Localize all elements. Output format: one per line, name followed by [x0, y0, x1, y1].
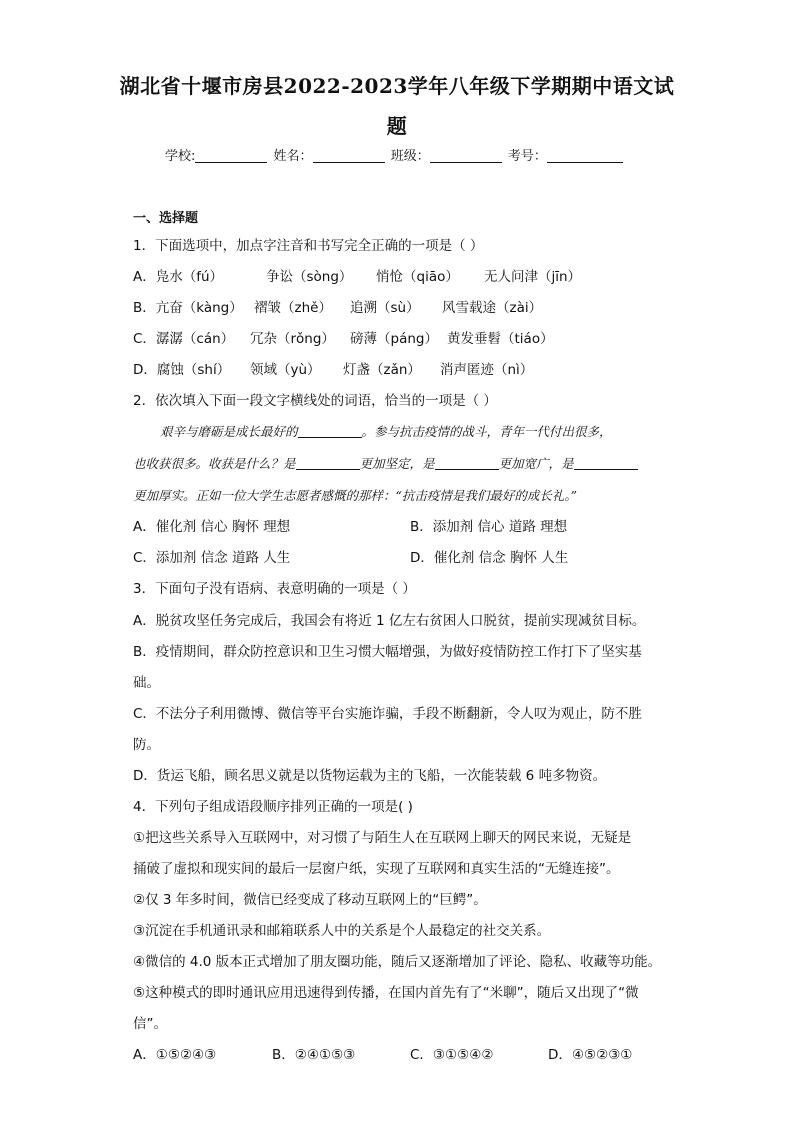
q4-sentence-5-line2: 信”。	[133, 1016, 167, 1032]
q2-blank-2	[296, 456, 360, 470]
q3-stem: 3．下面句子没有语病、表意明确的一项是（ ）	[133, 581, 416, 597]
q2-passage-text: 艰辛与磨砺是成长最好的	[160, 424, 298, 439]
q2-passage-text: 更加宽广，是	[498, 456, 574, 471]
q3-option-b-line2: 础。	[133, 675, 160, 691]
q4-option-a: A．①⑤②④③	[133, 1047, 217, 1063]
q2-option-c: C．添加剂 信念 道路 人生	[133, 550, 291, 566]
q4-sentence-3: ③沉淀在手机通讯录和邮箱联系人中的关系是个人最稳定的社交关系。	[133, 923, 551, 939]
q1-option-b-3: 追溯（sù）	[350, 300, 420, 316]
q2-blank-3	[435, 456, 499, 470]
student-info-row	[165, 145, 645, 164]
number-blank	[547, 148, 623, 163]
q2-blank-4	[574, 456, 638, 470]
q1-stem: 1．下面选项中，加点字注音和书写完全正确的一项是（ ）	[133, 238, 484, 254]
q2-passage-line3: 更加厚实。正如一位大学生志愿者感慨的那样：“抗击疫情是我们最好的成长礼。”	[133, 488, 578, 503]
q2-option-b: B．添加剂 信心 道路 理想	[410, 519, 568, 535]
q1-option-d-4: 消声匿迹（nì）	[440, 362, 534, 378]
q4-sentence-5-line1: ⑤这种模式的即时通讯应用迅速得到传播，在国内首先有了“米聊”，随后又出现了“微	[133, 985, 639, 1001]
q3-option-a: A．脱贫攻坚任务完成后，我国会有将近 1 亿左右贫困人口脱贫，提前实现减贫目标。	[133, 613, 646, 629]
name-label: 姓名：	[273, 149, 313, 164]
q2-passage-text: 更加坚定，是	[359, 456, 435, 471]
class-label: 班级：	[390, 149, 430, 164]
q1-option-a-1: A．凫水（fú）	[133, 269, 224, 285]
q4-option-b: B．②④①⑤③	[272, 1047, 356, 1063]
q4-sentence-1-line1: ①把这些关系导入互联网中，对习惯了与陌生人在互联网上聊天的网民来说，无疑是	[133, 830, 632, 846]
q1-option-a-3: 悄怆（qiāo）	[376, 269, 459, 285]
q1-option-b-2: 褶皱（zhě）	[254, 300, 332, 316]
class-blank	[430, 148, 502, 163]
q1-option-b-1: B．亢奋（kàng）	[133, 300, 243, 316]
number-label: 考号：	[507, 149, 547, 164]
q1-option-a-2: 争讼（sòng）	[266, 269, 353, 285]
q3-option-b-line1: B．疫情期间，群众防控意识和卫生习惯大幅增强，为做好疫情防控工作打下了坚实基	[133, 644, 642, 660]
q4-stem: 4．下列句子组成语段顺序排列正确的一项是( )	[133, 799, 413, 815]
school-blank	[195, 148, 267, 163]
q2-passage-line2	[133, 454, 638, 472]
q4-option-d: D．④⑤②③①	[548, 1047, 633, 1063]
q4-sentence-4: ④微信的 4.0 版本正式增加了朋友圈功能，随后又逐渐增加了评论、隐私、收藏等功能。	[133, 954, 662, 970]
exam-title-line1: 湖北省十堰市房县2022-2023学年八年级下学期期中语文试	[119, 74, 675, 98]
q1-option-d-1: D．腐蚀（shí）	[133, 362, 231, 378]
exam-title-line2: 题	[386, 114, 408, 138]
q2-passage-text: 也收获很多。收获是什么？是	[133, 456, 296, 471]
q4-sentence-1-line2: 捅破了虚拟和现实间的最后一层窗户纸，实现了互联网和真实生活的“无缝连接”。	[133, 861, 620, 877]
q2-passage-text: 。参与抗击疫情的战斗，青年一代付出很多，	[361, 424, 612, 439]
q4-sentence-2: ②仅 3 年多时间，微信已经变成了移动互联网上的“巨鳄”。	[133, 892, 487, 908]
section-heading: 一、选择题	[133, 211, 199, 226]
name-blank	[313, 148, 385, 163]
q1-option-c-3: 磅薄（páng）	[350, 331, 438, 347]
q2-option-d: D．催化剂 信念 胸怀 人生	[410, 550, 569, 566]
q2-stem: 2．依次填入下面一段文字横线处的词语，恰当的一项是（ ）	[133, 393, 497, 409]
q3-option-d: D．货运飞船，顾名思义就是以货物运载为主的飞船，一次能装载 6 吨多物资。	[133, 768, 607, 784]
q3-option-c-line2: 防。	[133, 737, 160, 753]
q1-option-c-1: C．潺潺（cán）	[133, 331, 235, 347]
q1-option-d-3: 灯盏（zǎn）	[343, 362, 421, 378]
q1-option-a-4: 无人问津（jīn）	[484, 269, 582, 285]
school-label: 学校:	[165, 149, 196, 164]
q3-option-c-line1: C．不法分子利用微博、微信等平台实施诈骗，手段不断翻新，令人叹为观止，防不胜	[133, 706, 642, 722]
q2-passage-line1	[160, 422, 612, 440]
q1-option-d-2: 领域（yù）	[250, 362, 321, 378]
q2-option-a: A．催化剂 信心 胸怀 理想	[133, 519, 291, 535]
q1-option-c-2: 冗杂（rǒng）	[250, 331, 335, 347]
q1-option-b-4: 风雪载途（zài）	[442, 300, 543, 316]
q1-option-c-4: 黄发垂髫（tiáo）	[447, 331, 554, 347]
q2-blank-1	[298, 424, 362, 438]
q4-option-c: C．③①⑤④②	[410, 1047, 494, 1063]
